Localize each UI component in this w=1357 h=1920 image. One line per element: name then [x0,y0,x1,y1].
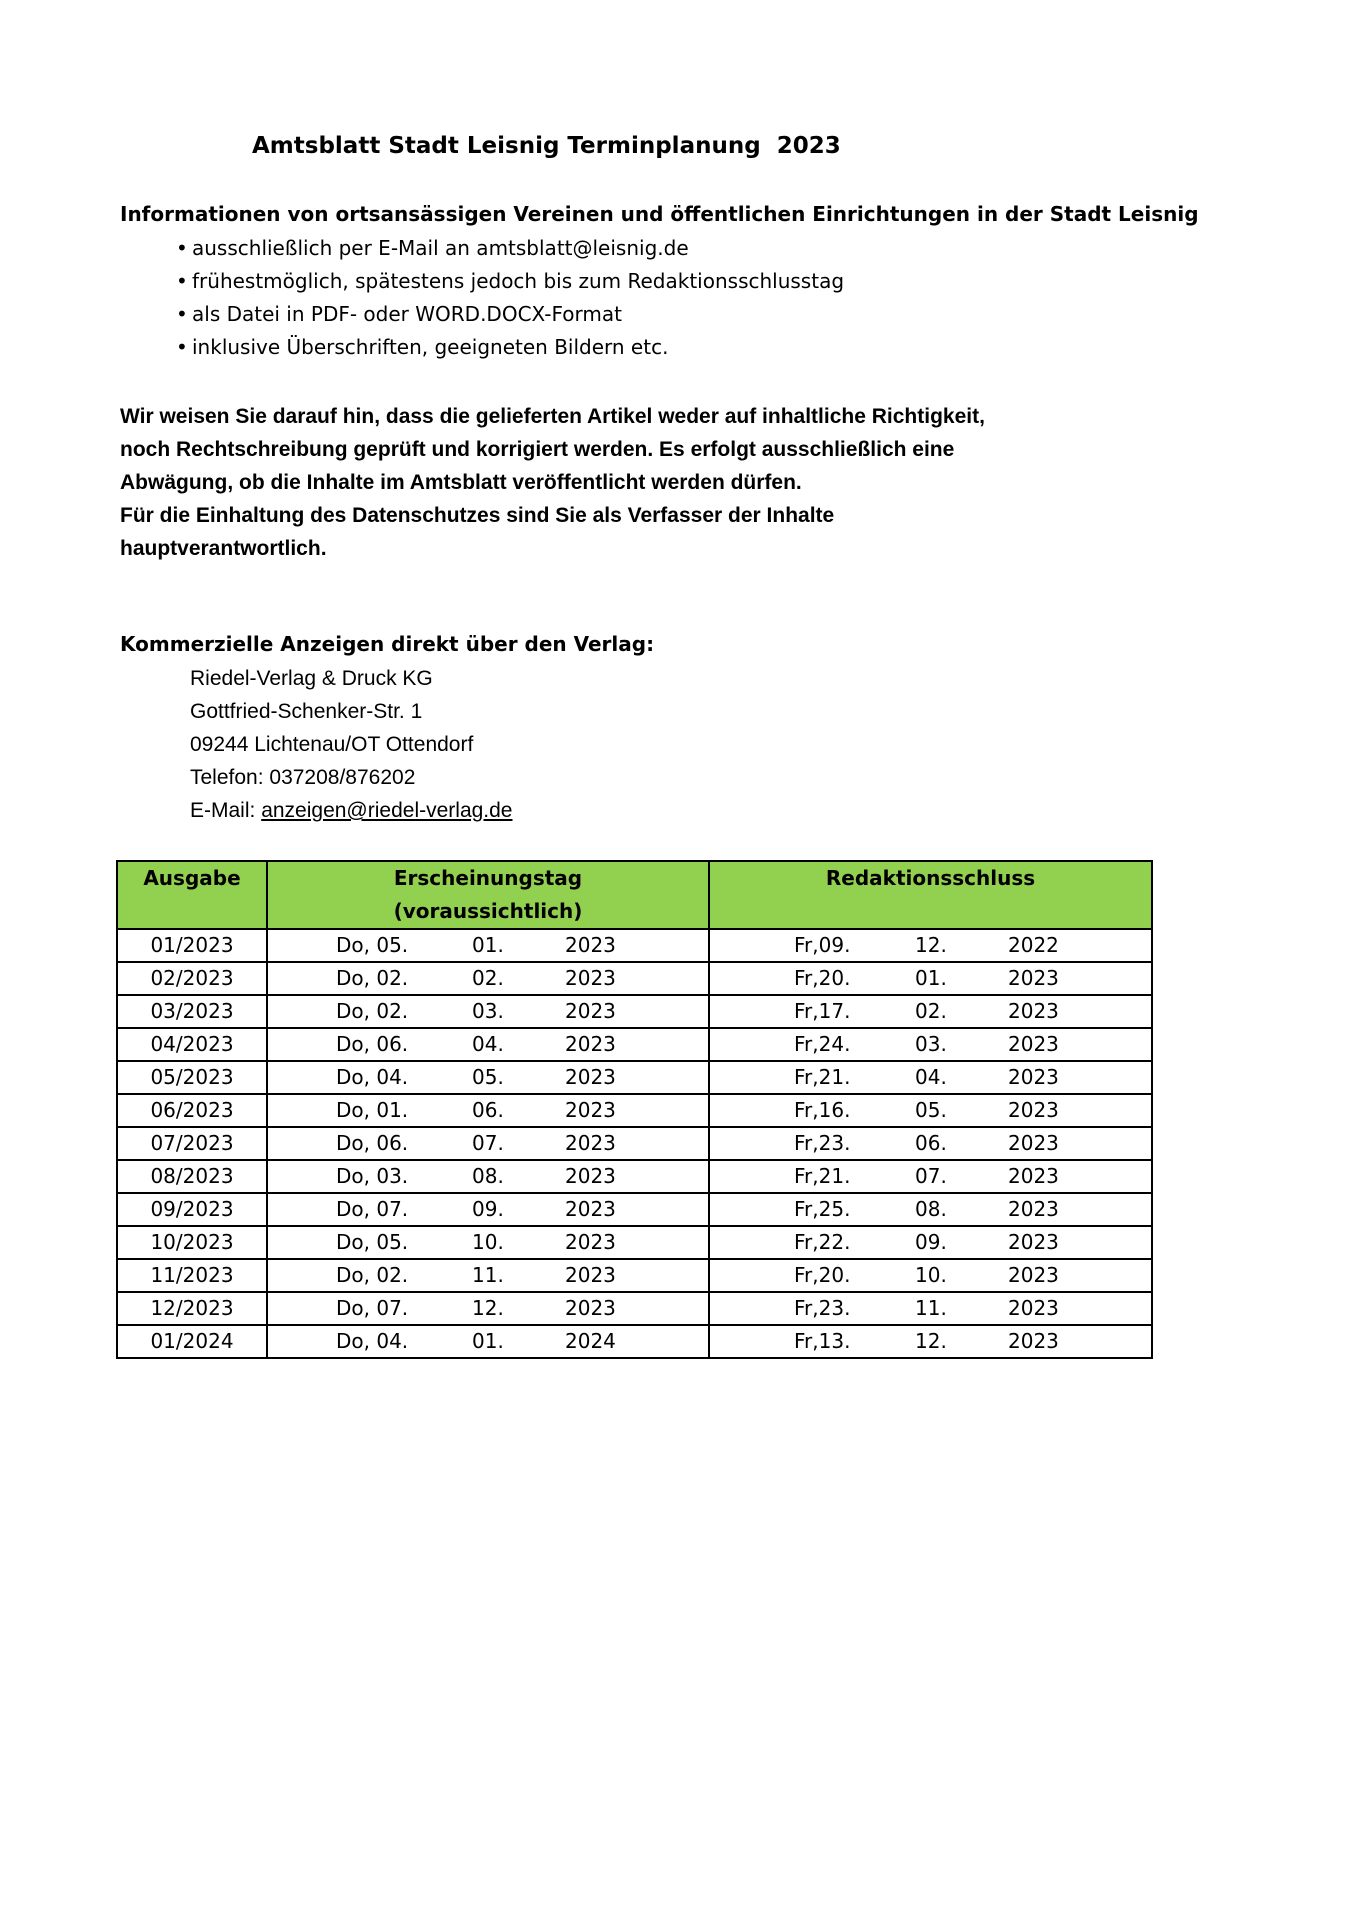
deadline-date-year: 2023 [1008,1263,1059,1287]
info-bullet: • ausschließlich per E-Mail an amtsblatt@leisnig.de [176,232,844,265]
publication-date-year: 2023 [565,999,616,1023]
deadline-date-year: 2023 [1008,1032,1059,1056]
notice-paragraph [120,400,985,565]
issue-cell: 08/2023 [117,1160,267,1193]
header-publication [267,861,709,929]
publication-date-month: 09. [472,1197,504,1221]
deadline-date-day: Fr,22. [794,1230,851,1254]
publication-date-day: Do, 04. [336,1065,409,1089]
schedule-table [116,860,1153,1359]
deadline-date-month: 07. [915,1164,947,1188]
deadline-date-month: 06. [915,1131,947,1155]
deadline-date-day: Fr,23. [794,1296,851,1320]
publication-date-month: 06. [472,1098,504,1122]
publication-date-cell [267,995,709,1028]
deadline-date-cell [709,962,1152,995]
publication-date-year: 2023 [565,1164,616,1188]
publication-date-month: 04. [472,1032,504,1056]
issue-cell: 03/2023 [117,995,267,1028]
deadline-date-month: 12. [915,1329,947,1353]
deadline-date-month: 10. [915,1263,947,1287]
publication-date-cell [267,1193,709,1226]
table-row [117,1292,1152,1325]
table-row [117,1094,1152,1127]
publication-date-year: 2023 [565,1032,616,1056]
publication-date-cell [267,1325,709,1358]
table-row [117,962,1152,995]
publication-date-month: 03. [472,999,504,1023]
deadline-date-month: 11. [915,1296,947,1320]
deadline-date-year: 2023 [1008,1164,1059,1188]
notice-line: hauptverantwortlich. [120,537,327,560]
publication-date-year: 2023 [565,1230,616,1254]
issue-cell: 07/2023 [117,1127,267,1160]
publication-date-cell [267,1160,709,1193]
deadline-date-month: 08. [915,1197,947,1221]
issue-cell: 11/2023 [117,1259,267,1292]
publisher-email-label: E-Mail: [190,799,256,822]
info-bullet: • frühestmöglich, spätestens jedoch bis zum Redaktionsschlusstag [176,265,844,298]
deadline-date-year: 2023 [1008,1131,1059,1155]
publication-date-month: 11. [472,1263,504,1287]
deadline-date-cell [709,1028,1152,1061]
publication-date-month: 01. [472,1329,504,1353]
publication-date-year: 2023 [565,1065,616,1089]
deadline-date-cell [709,1292,1152,1325]
deadline-date-cell [709,1325,1152,1358]
deadline-date-year: 2023 [1008,1065,1059,1089]
publication-date-year: 2023 [565,1263,616,1287]
header-publication-line2: (voraussichtlich) [393,899,583,923]
publication-date-year: 2023 [565,1098,616,1122]
notice-line: Für die Einhaltung des Datenschutzes sind Sie als Verfasser der Inhalte [120,504,835,527]
publication-date-day: Do, 02. [336,1263,409,1287]
deadline-date-day: Fr,16. [794,1098,851,1122]
notice-line: noch Rechtschreibung geprüft und korrigiert werden. Es erfolgt ausschließlich eine [120,438,955,461]
publication-date-month: 02. [472,966,504,990]
header-issue: Ausgabe [117,861,267,929]
issue-cell: 05/2023 [117,1061,267,1094]
publisher-email-link[interactable]: anzeigen@riedel-verlag.de [261,799,513,822]
publisher-email-line [190,794,513,827]
issue-cell: 02/2023 [117,962,267,995]
issue-cell: 01/2024 [117,1325,267,1358]
deadline-date-year: 2022 [1008,933,1059,957]
deadline-date-cell [709,1094,1152,1127]
ads-heading: Kommerzielle Anzeigen direkt über den Verlag: [120,632,655,656]
issue-cell: 10/2023 [117,1226,267,1259]
deadline-date-day: Fr,13. [794,1329,851,1353]
page-title [252,133,841,159]
deadline-date-day: Fr,20. [794,966,851,990]
publication-date-year: 2023 [565,1131,616,1155]
publication-date-day: Do, 01. [336,1098,409,1122]
table-row [117,995,1152,1028]
issue-cell: 09/2023 [117,1193,267,1226]
deadline-date-cell [709,1160,1152,1193]
deadline-date-month: 01. [915,966,947,990]
publication-date-day: Do, 02. [336,966,409,990]
deadline-date-year: 2023 [1008,1296,1059,1320]
publisher-phone: Telefon: 037208/876202 [190,766,416,789]
page-title-year: 2023 [776,133,841,159]
deadline-date-month: 05. [915,1098,947,1122]
publication-date-cell [267,1226,709,1259]
deadline-date-month: 12. [915,933,947,957]
table-header-row [117,861,1152,929]
deadline-date-year: 2023 [1008,1230,1059,1254]
deadline-date-day: Fr,25. [794,1197,851,1221]
publication-date-cell [267,1259,709,1292]
table-row [117,1193,1152,1226]
deadline-date-year: 2023 [1008,1329,1059,1353]
publication-date-month: 05. [472,1065,504,1089]
issue-cell: 06/2023 [117,1094,267,1127]
publication-date-day: Do, 07. [336,1197,409,1221]
deadline-date-month: 04. [915,1065,947,1089]
publisher-city: 09244 Lichtenau/OT Ottendorf [190,733,474,756]
table-row [117,1127,1152,1160]
publication-date-cell [267,929,709,962]
publication-date-year: 2024 [565,1329,616,1353]
publication-date-day: Do, 06. [336,1131,409,1155]
publication-date-cell [267,962,709,995]
publication-date-month: 10. [472,1230,504,1254]
publication-date-cell [267,1127,709,1160]
publication-date-day: Do, 02. [336,999,409,1023]
deadline-date-cell [709,1061,1152,1094]
table-row [117,929,1152,962]
deadline-date-month: 02. [915,999,947,1023]
deadline-date-day: Fr,23. [794,1131,851,1155]
deadline-date-cell [709,1193,1152,1226]
deadline-date-month: 09. [915,1230,947,1254]
table-row [117,1061,1152,1094]
table-row [117,1160,1152,1193]
deadline-date-year: 2023 [1008,1197,1059,1221]
deadline-date-year: 2023 [1008,966,1059,990]
deadline-date-cell [709,929,1152,962]
deadline-date-cell [709,1127,1152,1160]
deadline-date-day: Fr,21. [794,1164,851,1188]
deadline-date-day: Fr,24. [794,1032,851,1056]
publication-date-day: Do, 04. [336,1329,409,1353]
publication-date-month: 12. [472,1296,504,1320]
deadline-date-day: Fr,20. [794,1263,851,1287]
publication-date-day: Do, 03. [336,1164,409,1188]
info-bullet-list [176,232,844,364]
publication-date-day: Do, 05. [336,1230,409,1254]
table-row [117,1325,1152,1358]
info-bullet: • als Datei in PDF- oder WORD.DOCX-Format [176,298,844,331]
publication-date-month: 07. [472,1131,504,1155]
publisher-company: Riedel-Verlag & Druck KG [190,667,433,690]
publication-date-year: 2023 [565,966,616,990]
publication-date-cell [267,1094,709,1127]
deadline-date-month: 03. [915,1032,947,1056]
publication-date-cell [267,1061,709,1094]
publication-date-month: 08. [472,1164,504,1188]
table-row [117,1028,1152,1061]
header-publication-line1: Erscheinungstag [393,866,583,890]
page-title-text: Amtsblatt Stadt Leisnig Terminplanung [252,133,761,159]
publication-date-month: 01. [472,933,504,957]
publisher-address [190,662,513,827]
deadline-date-cell [709,1259,1152,1292]
table-row [117,1259,1152,1292]
info-heading: Informationen von ortsansässigen Vereinen und öffentlichen Einrichtungen in der Stadt Leisnig [120,202,1199,226]
notice-line: Wir weisen Sie darauf hin, dass die gelieferten Artikel weder auf inhaltliche Richtigkeit, [120,405,985,428]
table-row [117,1226,1152,1259]
deadline-date-year: 2023 [1008,999,1059,1023]
deadline-date-day: Fr,17. [794,999,851,1023]
deadline-date-cell [709,995,1152,1028]
deadline-date-day: Fr,09. [794,933,851,957]
publication-date-day: Do, 07. [336,1296,409,1320]
notice-line: Abwägung, ob die Inhalte im Amtsblatt veröffentlicht werden dürfen. [120,471,802,494]
deadline-date-day: Fr,21. [794,1065,851,1089]
info-bullet: • inklusive Überschriften, geeigneten Bildern etc. [176,331,844,364]
publication-date-cell [267,1292,709,1325]
publication-date-year: 2023 [565,1296,616,1320]
issue-cell: 04/2023 [117,1028,267,1061]
header-deadline: Redaktionsschluss [709,861,1152,929]
deadline-date-cell [709,1226,1152,1259]
publication-date-year: 2023 [565,933,616,957]
publication-date-cell [267,1028,709,1061]
deadline-date-year: 2023 [1008,1098,1059,1122]
table-body [117,929,1152,1358]
issue-cell: 01/2023 [117,929,267,962]
issue-cell: 12/2023 [117,1292,267,1325]
publisher-street: Gottfried-Schenker-Str. 1 [190,700,423,723]
publication-date-day: Do, 06. [336,1032,409,1056]
publication-date-day: Do, 05. [336,933,409,957]
publication-date-year: 2023 [565,1197,616,1221]
